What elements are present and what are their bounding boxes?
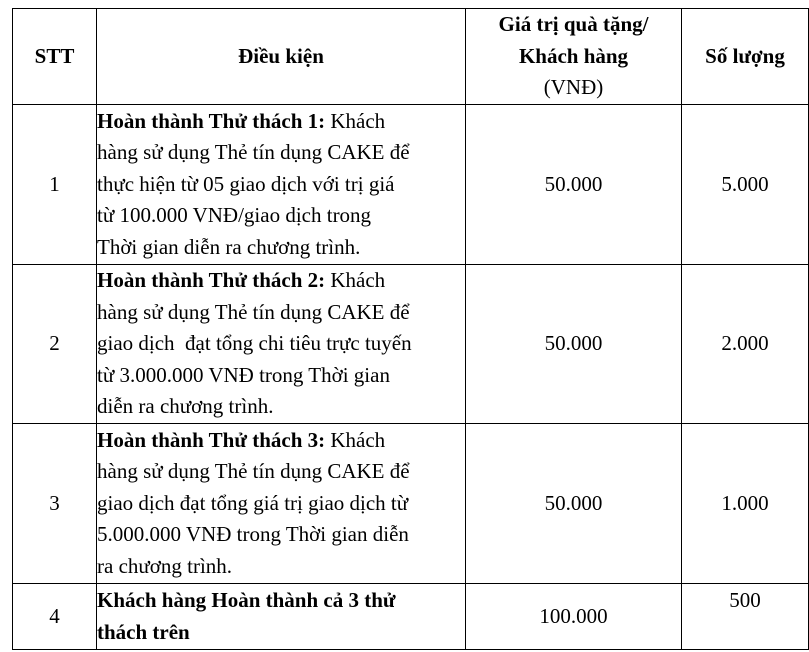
condition-title: Hoàn thành Thử thách 3: [97,427,326,452]
condition-line: giao dịch đạt tổng chi tiêu trực tuyến [97,331,412,356]
condition-line: Khách hàng Hoàn thành cả 3 thử [97,588,396,612]
condition-text: Khách [325,427,386,452]
row-condition [97,105,466,265]
row-condition [97,265,466,424]
condition-text: Khách [325,268,386,293]
row-stt: 3 [13,424,97,584]
header-gift-value-line2: Khách hàng [518,43,629,68]
header-gift-value [466,9,682,105]
row-stt: 2 [13,265,97,424]
condition-line: giao dịch đạt tổng giá trị giao dịch từ [97,490,409,515]
header-gift-value-line1: Giá trị quà tặng/ [498,12,649,37]
condition-line [97,106,465,138]
condition-line [97,265,465,297]
condition-line: hàng sử dụng Thẻ tín dụng CAKE để [97,299,410,324]
condition-line: 5.000.000 VNĐ trong Thời gian diễn [97,522,409,547]
condition-line: từ 100.000 VNĐ/giao dịch trong [97,203,372,228]
condition-line: thách trên [97,619,190,644]
row-gift-value: 100.000 [466,584,682,650]
promotion-table [12,8,809,650]
condition-title: Hoàn thành Thử thách 1: [97,108,326,133]
row-stt: 4 [13,584,97,650]
table-row [13,424,809,584]
row-stt: 1 [13,105,97,265]
condition-line: hàng sử dụng Thẻ tín dụng CAKE để [97,459,410,484]
row-quantity: 5.000 [682,105,809,265]
row-quantity: 1.000 [682,424,809,584]
condition-line: thực hiện từ 05 giao dịch với trị giá [97,171,395,196]
condition-title: Hoàn thành Thử thách 2: [97,268,326,293]
row-gift-value: 50.000 [466,424,682,584]
condition-line: ra chương trình. [97,553,233,578]
header-condition: Điều kiện [97,9,466,105]
table-header-row [13,9,809,105]
row-condition [97,584,466,650]
row-quantity: 2.000 [682,265,809,424]
row-gift-value: 50.000 [466,265,682,424]
row-gift-value: 50.000 [466,105,682,265]
condition-line: Thời gian diễn ra chương trình. [97,234,361,259]
header-stt: STT [13,9,97,105]
table-row [13,265,809,424]
condition-line: diễn ra chương trình. [97,394,274,419]
row-condition [97,424,466,584]
condition-line: từ 3.000.000 VNĐ trong Thời gian [97,362,390,387]
condition-line: hàng sử dụng Thẻ tín dụng CAKE để [97,140,410,165]
table-row [13,105,809,265]
row-quantity: 500 [682,584,809,650]
condition-text: Khách [325,108,386,133]
header-gift-value-line3: (VNĐ) [543,75,604,100]
header-quantity: Số lượng [682,9,809,105]
condition-line [97,425,465,457]
table-row [13,584,809,650]
